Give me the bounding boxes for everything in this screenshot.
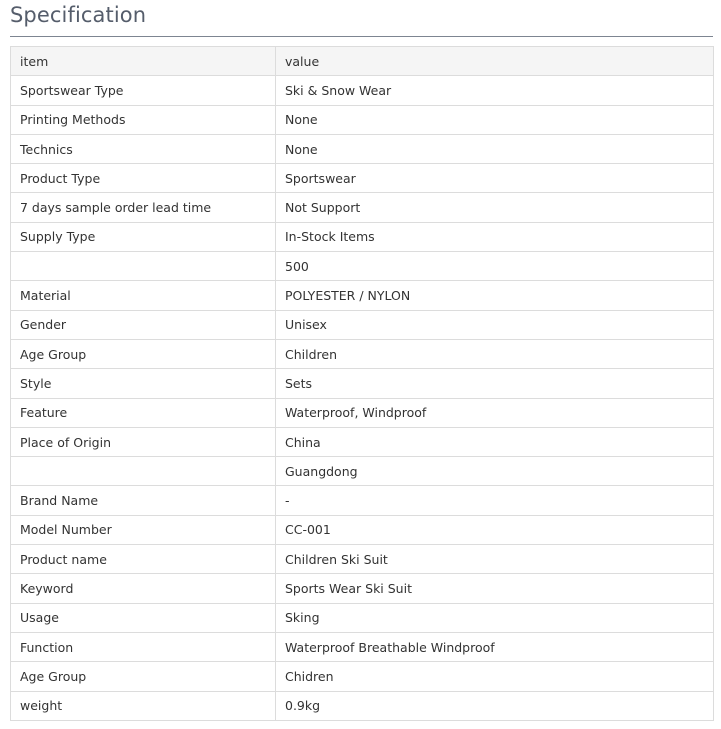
value-cell: POLYESTER / NYLON bbox=[276, 281, 714, 310]
value-cell: Children Ski Suit bbox=[276, 545, 714, 574]
table-row bbox=[11, 691, 714, 720]
item-cell: Style bbox=[11, 369, 276, 398]
value-cell: Ski & Snow Wear bbox=[276, 76, 714, 105]
value-cell: Children bbox=[276, 339, 714, 368]
value-cell: Not Support bbox=[276, 193, 714, 222]
table-row bbox=[11, 105, 714, 134]
table-row bbox=[11, 193, 714, 222]
value-cell: Sking bbox=[276, 603, 714, 632]
table-row bbox=[11, 632, 714, 661]
item-cell: Age Group bbox=[11, 662, 276, 691]
table-row bbox=[11, 662, 714, 691]
item-cell: Model Number bbox=[11, 515, 276, 544]
value-cell: Sets bbox=[276, 369, 714, 398]
table-row bbox=[11, 252, 714, 281]
specification-table bbox=[10, 46, 714, 721]
table-row bbox=[11, 574, 714, 603]
table-row bbox=[11, 164, 714, 193]
value-cell: Waterproof, Windproof bbox=[276, 398, 714, 427]
value-cell: None bbox=[276, 134, 714, 163]
value-cell: Unisex bbox=[276, 310, 714, 339]
table-row bbox=[11, 457, 714, 486]
item-cell: Product Type bbox=[11, 164, 276, 193]
item-cell: Feature bbox=[11, 398, 276, 427]
value-cell: Waterproof Breathable Windproof bbox=[276, 632, 714, 661]
value-cell: Guangdong bbox=[276, 457, 714, 486]
title-divider bbox=[10, 36, 713, 37]
item-cell: Gender bbox=[11, 310, 276, 339]
table-row bbox=[11, 310, 714, 339]
item-cell: Sportswear Type bbox=[11, 76, 276, 105]
item-cell: Brand Name bbox=[11, 486, 276, 515]
item-cell: Technics bbox=[11, 134, 276, 163]
value-cell: - bbox=[276, 486, 714, 515]
value-cell: None bbox=[276, 105, 714, 134]
item-cell: Product name bbox=[11, 545, 276, 574]
value-cell: 0.9kg bbox=[276, 691, 714, 720]
item-cell: Function bbox=[11, 632, 276, 661]
header-value-cell: value bbox=[276, 47, 714, 76]
item-cell bbox=[11, 252, 276, 281]
table-row bbox=[11, 486, 714, 515]
item-cell: Material bbox=[11, 281, 276, 310]
page-title: Specification bbox=[10, 3, 147, 27]
specification-table-body bbox=[11, 47, 714, 721]
value-cell: China bbox=[276, 427, 714, 456]
value-cell: Sports Wear Ski Suit bbox=[276, 574, 714, 603]
table-row bbox=[11, 339, 714, 368]
table-header-row bbox=[11, 47, 714, 76]
value-cell: In-Stock Items bbox=[276, 222, 714, 251]
item-cell: Keyword bbox=[11, 574, 276, 603]
table-row bbox=[11, 398, 714, 427]
value-cell: Sportswear bbox=[276, 164, 714, 193]
value-cell: Chidren bbox=[276, 662, 714, 691]
item-cell: Usage bbox=[11, 603, 276, 632]
header-item-cell: item bbox=[11, 47, 276, 76]
table-row bbox=[11, 603, 714, 632]
table-row bbox=[11, 281, 714, 310]
table-row bbox=[11, 134, 714, 163]
item-cell bbox=[11, 457, 276, 486]
table-row bbox=[11, 545, 714, 574]
table-row bbox=[11, 369, 714, 398]
value-cell: CC-001 bbox=[276, 515, 714, 544]
item-cell: weight bbox=[11, 691, 276, 720]
table-row bbox=[11, 427, 714, 456]
table-row bbox=[11, 515, 714, 544]
table-row bbox=[11, 222, 714, 251]
item-cell: Printing Methods bbox=[11, 105, 276, 134]
item-cell: Supply Type bbox=[11, 222, 276, 251]
table-row bbox=[11, 76, 714, 105]
value-cell: 500 bbox=[276, 252, 714, 281]
item-cell: Place of Origin bbox=[11, 427, 276, 456]
item-cell: Age Group bbox=[11, 339, 276, 368]
item-cell: 7 days sample order lead time bbox=[11, 193, 276, 222]
